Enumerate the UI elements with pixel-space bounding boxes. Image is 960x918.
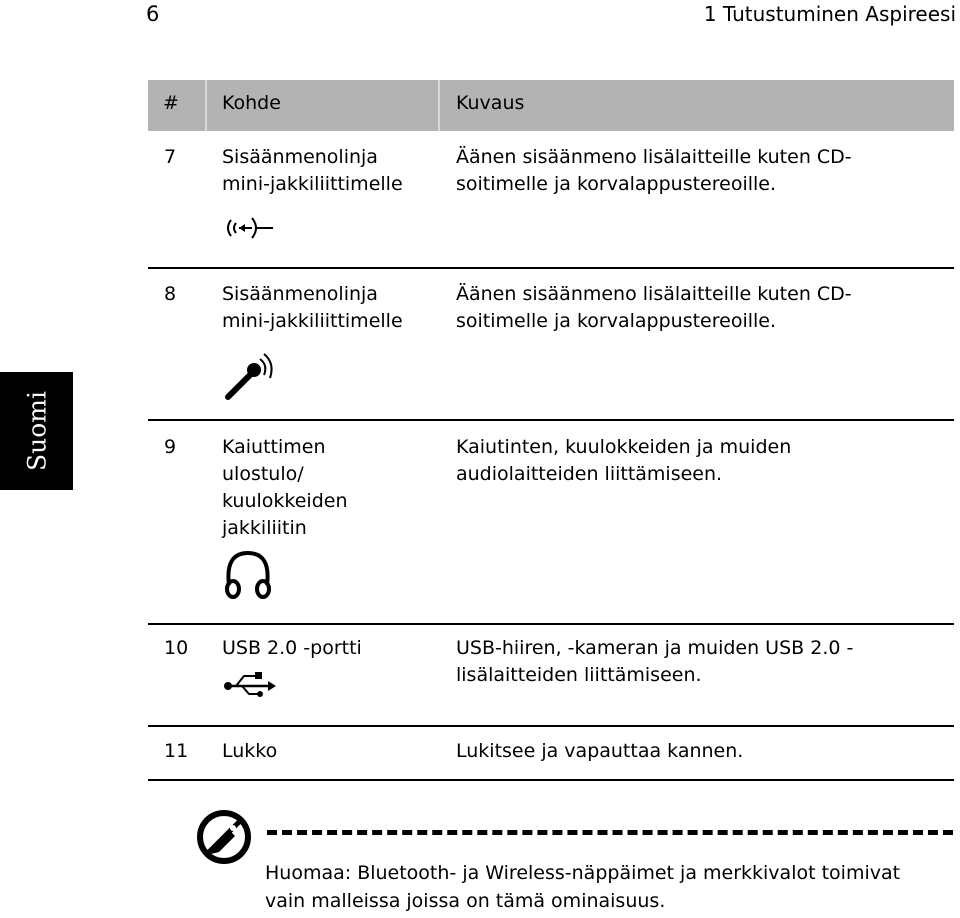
column-header-item: Kohde <box>222 92 281 114</box>
row-item <box>222 738 277 765</box>
column-header-description: Kuvaus <box>456 92 525 114</box>
row-number: 8 <box>164 283 177 305</box>
language-label: Suomi <box>22 391 51 471</box>
usb-icon <box>222 670 278 698</box>
row-number: 9 <box>164 436 177 458</box>
row-item-line: jakkiliitin <box>222 517 307 539</box>
microphone-icon <box>222 353 276 401</box>
column-separator <box>438 80 440 131</box>
row-description-line: soitimelle ja korvalappustereoille. <box>456 173 777 195</box>
row-description-line: Äänen sisäänmeno lisälaitteille kuten CD- <box>456 146 852 168</box>
row-number: 11 <box>164 740 189 762</box>
row-item <box>222 434 348 542</box>
chapter-title: 1 Tutustuminen Aspireesi <box>703 2 956 26</box>
row-item-line: USB 2.0 -portti <box>222 637 362 659</box>
row-item-line: Kaiuttimen <box>222 436 326 458</box>
row-description-line: Äänen sisäänmeno lisälaitteille kuten CD- <box>456 283 852 305</box>
headphones-icon <box>222 549 274 599</box>
note-box <box>195 808 955 913</box>
note-pen-icon <box>195 808 253 866</box>
row-description <box>456 434 916 488</box>
row-number: 10 <box>164 637 189 659</box>
row-description-line: audiolaitteiden liittämiseen. <box>456 463 723 485</box>
row-item-line: mini-jakkiliittimelle <box>222 173 403 195</box>
row-description-line: USB-hiiren, -kameran ja muiden USB 2.0 - <box>456 637 854 659</box>
row-item-line: Lukko <box>222 740 278 762</box>
row-description-line: soitimelle ja korvalappustereoille. <box>456 310 777 332</box>
column-separator <box>205 80 207 131</box>
row-number: 7 <box>164 146 177 168</box>
row-item-line: mini-jakkiliittimelle <box>222 310 403 332</box>
note-line: Huomaa: Bluetooth- ja Wireless-näppäimet ja merkkivalot toimivat <box>265 862 901 884</box>
table-row <box>148 269 954 421</box>
row-item-line: ulostulo/ <box>222 463 304 485</box>
row-description <box>456 738 916 765</box>
line-in-icon <box>222 214 276 244</box>
row-item <box>222 635 362 662</box>
row-description-line: Lukitsee ja vapauttaa kannen. <box>456 740 744 762</box>
row-item <box>222 281 403 335</box>
row-description <box>456 281 916 335</box>
table-row <box>148 727 954 781</box>
column-header-number: # <box>163 92 179 114</box>
row-description <box>456 144 916 198</box>
row-item-line: Sisäänmenolinja <box>222 146 378 168</box>
row-item <box>222 144 403 198</box>
note-separator <box>267 830 953 835</box>
row-item-line: Sisäänmenolinja <box>222 283 378 305</box>
row-description <box>456 635 916 689</box>
page-number: 6 <box>146 2 160 26</box>
note-text <box>265 859 955 915</box>
row-description-line: Kaiutinten, kuulokkeiden ja muiden <box>456 436 792 458</box>
row-item-line: kuulokkeiden <box>222 490 348 512</box>
row-description-line: lisälaitteiden liittämiseen. <box>456 664 702 686</box>
language-side-tab <box>0 372 73 490</box>
table-row <box>148 625 954 727</box>
table-row <box>148 421 954 625</box>
table-header <box>148 80 954 131</box>
table-row <box>148 131 954 269</box>
ports-table <box>148 80 954 781</box>
note-line: vain malleissa joissa on tämä ominaisuus. <box>265 890 666 912</box>
